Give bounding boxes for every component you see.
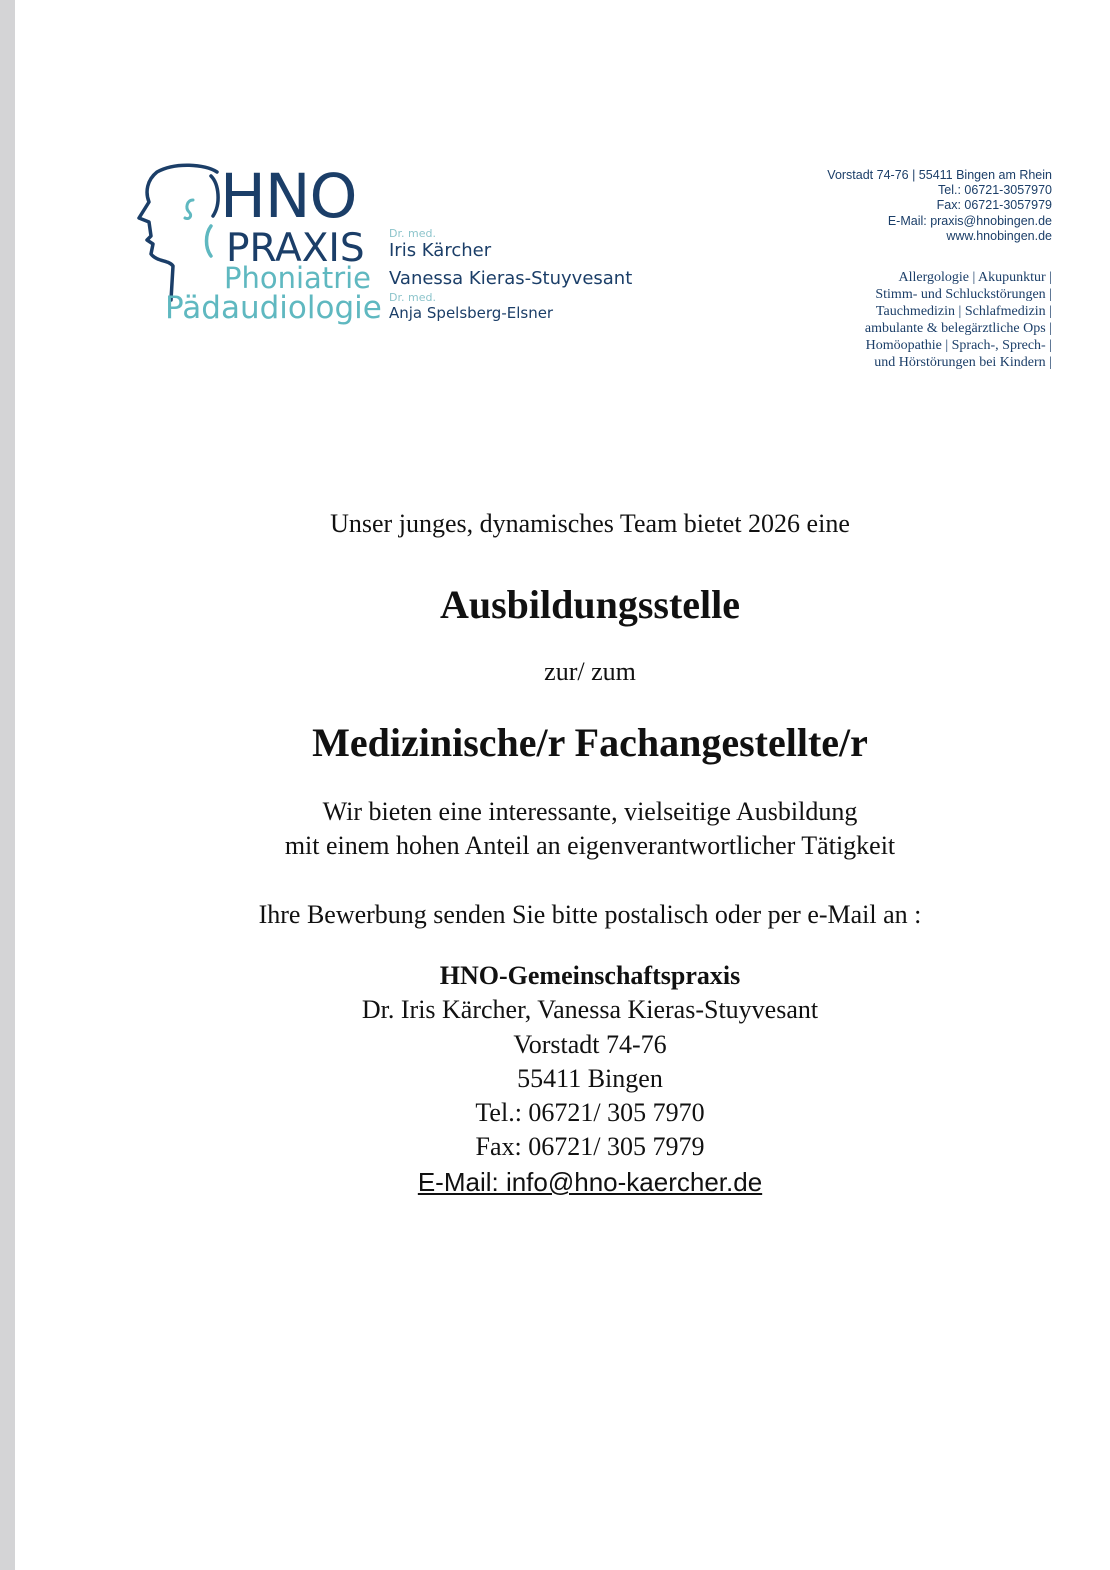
logo-phoniatrie: Phoniatrie (224, 261, 372, 295)
contact-address: Vorstadt 74-76 | 55411 Bingen am Rhein (827, 168, 1052, 182)
contact-block (827, 168, 1052, 244)
doctor1-title: Dr. med. (389, 227, 436, 240)
offer-line: Wir bieten eine interessante, vielseitige Ausbildung (322, 797, 858, 826)
intro-text: Unser junges, dynamisches Team bietet 2026 eine (330, 509, 850, 538)
contact-fax: Fax: 06721-3057979 (936, 198, 1052, 213)
logo-paedaudiologie: Pädaudiologie (165, 290, 382, 326)
firm-name: HNO-Gemeinschaftspraxis (439, 961, 741, 990)
doctor-names: Dr. Iris Kärcher, Vanessa Kieras-Stuyvesant (361, 995, 819, 1025)
service-line: Homöopathie | Sprach-, Sprech- | (865, 338, 1052, 353)
practice-logo (135, 160, 655, 340)
doctor3-title: Dr. med. (389, 291, 436, 304)
offer-text (0, 795, 1110, 863)
contact-email[interactable]: E-Mail: praxis@hnobingen.de (887, 213, 1052, 228)
services-list (865, 269, 1052, 371)
service-line: Allergologie | Akupunktur | (898, 270, 1052, 285)
doctor3-name: Anja Spelsberg-Elsner (389, 304, 554, 322)
doctor2-name: Vanessa Kieras-Stuyvesant (389, 268, 633, 289)
head-profile-icon (135, 160, 225, 310)
fax: Fax: 06721/ 305 7979 (475, 1132, 705, 1162)
apply-text: Ihre Bewerbung senden Sie bitte postalisch oder per e-Mail an : (258, 900, 922, 929)
street: Vorstadt 74-76 (513, 1029, 667, 1059)
service-line: ambulante & belegärztliche Ops | (864, 321, 1052, 336)
phone: Tel.: 06721/ 305 7970 (475, 1098, 705, 1128)
logo-hno: HNO (220, 161, 357, 232)
contact-phone: Tel.: 06721-3057970 (938, 183, 1052, 198)
service-line: Stimm- und Schluckstörungen | (875, 287, 1052, 302)
job-posting (0, 505, 1110, 1200)
offer-line: mit einem hohen Anteil an eigenverantwortlicher Tätigkeit (284, 831, 896, 860)
city: 55411 Bingen (517, 1063, 663, 1093)
doctor1-name: Iris Kärcher (389, 240, 492, 261)
service-line: Tauchmedizin | Schlafmedizin | (875, 304, 1052, 319)
contact-website[interactable]: www.hnobingen.de (946, 228, 1052, 243)
connector-text: zur/ zum (544, 657, 636, 686)
application-address (0, 959, 1110, 1200)
position-title: Medizinische/r Fachangestellte/r (312, 720, 868, 765)
posting-heading: Ausbildungsstelle (439, 582, 741, 627)
email-link[interactable]: E-Mail: info@hno-kaercher.de (417, 1166, 763, 1197)
service-line: und Hörstörungen bei Kindern | (874, 355, 1052, 370)
logo-praxis: PRAXIS (226, 226, 365, 271)
